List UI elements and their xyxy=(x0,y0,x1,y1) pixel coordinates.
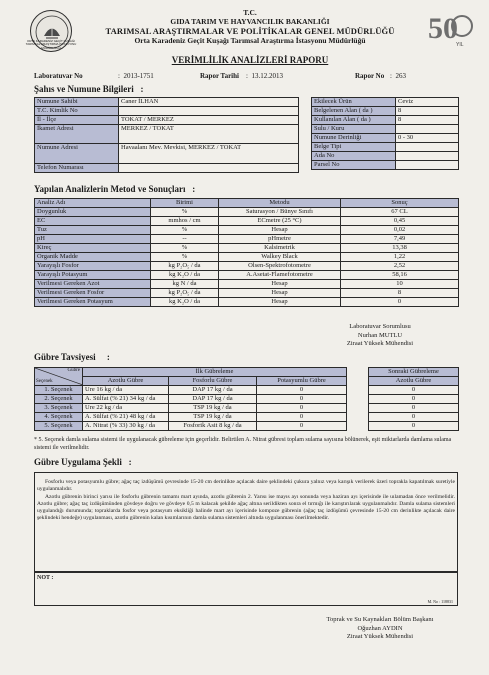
analysis-method: Saturasyon / Bünye Sınıfı xyxy=(219,208,341,217)
field-label: İl - İlçe xyxy=(35,116,119,125)
field-label: İkamet Adresi xyxy=(35,125,119,144)
nitrogen-fertilizer: Ure 16 kg / da xyxy=(83,386,169,395)
analysis-method: Hesap xyxy=(219,280,341,289)
analysis-method: Hesap xyxy=(219,289,341,298)
field-label: Parsel No xyxy=(312,161,396,170)
analysis-method: Walkey Black xyxy=(219,253,341,262)
table-row xyxy=(35,125,299,144)
signature-role: Toprak ve Su Kaynakları Bölüm Başkanı xyxy=(326,616,434,623)
field-value xyxy=(396,152,459,161)
spacer-cell xyxy=(347,422,369,431)
table-row xyxy=(35,262,459,271)
nitrogen-fertilizer: A. Sülfat (% 21) 34 kg / da xyxy=(83,395,169,404)
analysis-name: Yarayışlı Potasyum xyxy=(35,271,151,280)
field-value: TOKAT / MERKEZ xyxy=(119,116,299,125)
field-label: T.C. Kimlik No xyxy=(35,107,119,116)
analysis-name: Doygunluk xyxy=(35,208,151,217)
table-row xyxy=(35,253,459,262)
analysis-unit: % xyxy=(151,253,219,262)
application-paragraph-2: Azotlu gübrenin birinci yarısı ile fosforlu gübrenin tamamı mart ayında, azotlu gübrenin 2. Yarısı ise mayıs ayı sonunda veya haziran ayı içerisinde ile uılamadan önce verilmelidir. Azotlu gübre; ağaç taç izdüşümünden gövdeye doğru ve gövdeye 0,5 m kalacak şekilde ağaç altına serildikten sonra el tırmığı ile karıştırılarak uygulanmalıdır. Damla sulama sistemleri uygulandığı durumunda; topraklarda fosfor veya potasyum eksikliği halinde mart ayı içerisinde kompoze gübrenin (ağaç taç izdüşümü çevresinde 15-20 cm derinlikte açılacak daire şeklindeki hendeğe) uygulanması, azotlu gübrenin kalan kısımlarının damla sulama sistemleri altında uygulanması önerilmektedir. xyxy=(37,493,455,522)
personal-info-table xyxy=(34,97,299,173)
spacer-cell xyxy=(347,368,369,377)
analysis-result: 7,49 xyxy=(341,235,459,244)
spacer-cell xyxy=(347,386,369,395)
spacer-cell xyxy=(347,377,369,386)
logo-caption: ORTA KARADENİZ GEÇİT KUŞAĞI TARIMSAL ARAŞTIRMA İSTASYONU MÜDÜRLÜĞÜ xyxy=(25,39,77,50)
field-value: Caner İLHAN xyxy=(119,98,299,107)
lab-no-label: Laboratuvar No xyxy=(34,72,83,80)
crop-info-table xyxy=(311,97,459,170)
analysis-method: Kalsimetrik xyxy=(219,244,341,253)
phosphorus-fertilizer: DAP 17 kg / da xyxy=(169,395,257,404)
nitrogen-fertilizer: A. Nitrat (% 33) 30 kg / da xyxy=(83,422,169,431)
option-label: 4. Seçenek xyxy=(35,413,83,422)
table-row xyxy=(35,280,459,289)
application-section-title: Gübre Uygulama Şekli : xyxy=(34,457,132,467)
analysis-method: pHmetre xyxy=(219,235,341,244)
field-value: Havaalanı Mev. Mevkisi, MERKEZ / TOKAT xyxy=(119,144,299,164)
analysis-unit: -- xyxy=(151,235,219,244)
analysis-unit: mmhos / cm xyxy=(151,217,219,226)
report-no-text: 263 xyxy=(395,72,406,80)
potassium-fertilizer: 0 xyxy=(257,395,347,404)
personal-title-text: Şahıs ve Numune Bilgileri xyxy=(34,84,134,94)
analysis-result: 13,38 xyxy=(341,244,459,253)
report-date-value: : 13.12.2013 xyxy=(246,72,283,80)
signature-name: Nurhan MUTLU xyxy=(357,331,403,339)
table-row xyxy=(35,107,299,116)
analysis-method: Hesap xyxy=(219,226,341,235)
lab-no-text: 2013-1751 xyxy=(123,72,154,80)
analysis-result: 0,02 xyxy=(341,226,459,235)
analysis-unit: kg K₂O / da xyxy=(151,271,219,280)
corner-cell xyxy=(35,368,83,386)
option-label: 1. Seçenek xyxy=(35,386,83,395)
table-row xyxy=(35,271,459,280)
field-value: 8 xyxy=(396,116,459,125)
fertilizer-section-title: Gübre Tavsiyesi : xyxy=(34,352,110,362)
analysis-result: 58,16 xyxy=(341,271,459,280)
analysis-method: A.Asetat-Flamefotometre xyxy=(219,271,341,280)
column-header: Metodu xyxy=(219,199,341,208)
analysis-name: Kireç xyxy=(35,244,151,253)
table-row xyxy=(35,235,459,244)
spacer-cell xyxy=(347,413,369,422)
signature-name: Oğuzhan AYDIN xyxy=(357,624,403,632)
table-row xyxy=(35,98,299,107)
analysis-result: 8 xyxy=(341,289,459,298)
phosphorus-fertilizer: Fosforik Asit 8 kg / da xyxy=(169,422,257,431)
column-header: Analiz Adı xyxy=(35,199,151,208)
later-nitrogen-fertilizer: 0 xyxy=(369,386,459,395)
header-line-2: GIDA TARIM VE HAYVANCILIK BAKANLIĞI xyxy=(170,17,330,26)
fertilizer-note: * 5. Seçenek damla sulama sistemi ile uygulanacak gübreleme için geçerlidir. Belirtilen A. Nitrat gübresi toplam sulama sayısına bölünerek, eşit miktarlarda damlama sulama sistemi ile verilmelidir. xyxy=(34,437,452,451)
analysis-unit: kg P₂O₅ / da xyxy=(151,262,219,271)
application-title-text: Gübre Uygulama Şekli xyxy=(34,457,122,467)
lab-signature xyxy=(320,323,440,349)
analysis-unit: kg P₂O₅ / da xyxy=(151,289,219,298)
analysis-method: Hesap xyxy=(219,298,341,307)
field-value xyxy=(396,125,459,134)
field-value: 8 xyxy=(396,107,459,116)
anniversary-sub: YIL xyxy=(456,42,464,48)
table-row xyxy=(35,395,459,404)
analysis-title-text: Yapılan Analizlerin Metod ve Sonuçları xyxy=(34,184,186,194)
table-row xyxy=(35,289,459,298)
table-row xyxy=(35,217,459,226)
table-row xyxy=(35,226,459,235)
analysis-name: Yarayışlı Fosfor xyxy=(35,262,151,271)
potassium-fertilizer: 0 xyxy=(257,413,347,422)
table-row xyxy=(312,98,459,107)
personal-section-title: Şahıs ve Numune Bilgileri : xyxy=(34,84,144,94)
table-row xyxy=(312,152,459,161)
analysis-section-title: Yapılan Analizlerin Metod ve Sonuçları : xyxy=(34,184,196,194)
table-row xyxy=(312,134,459,143)
table-row xyxy=(35,386,459,395)
field-value xyxy=(396,143,459,152)
anniversary-logo xyxy=(418,6,478,50)
table-row xyxy=(312,143,459,152)
analysis-result: 1,22 xyxy=(341,253,459,262)
field-label: Ada No xyxy=(312,152,396,161)
lab-no-value: : 2013-1751 xyxy=(118,72,154,80)
table-row xyxy=(35,298,459,307)
analysis-method: Olsen-Spektrofotometre xyxy=(219,262,341,271)
field-value: MERKEZ / TOKAT xyxy=(119,125,299,144)
field-label: Belgelenen Alan ( da ) xyxy=(312,107,396,116)
report-title: VERİMLİLİK ANALİZLERİ RAPORU xyxy=(171,55,329,65)
column-header: Azotlu Gübre xyxy=(83,377,169,386)
potassium-fertilizer: 0 xyxy=(257,404,347,413)
table-row xyxy=(312,125,459,134)
table-row xyxy=(312,161,459,170)
analysis-unit: % xyxy=(151,208,219,217)
fertilizer-rows xyxy=(35,386,459,431)
analysis-result: 67 CL xyxy=(341,208,459,217)
analysis-unit: % xyxy=(151,244,219,253)
signature-title: Ziraat Yüksek Mühendisi xyxy=(346,633,414,640)
table-header-row xyxy=(35,377,459,386)
column-header: Fosforlu Gübre xyxy=(169,377,257,386)
analysis-result: 2,52 xyxy=(341,262,459,271)
analysis-name: Verilmesi Gereken Potasyum xyxy=(35,298,151,307)
spacer-cell xyxy=(347,404,369,413)
field-label: Numune Derinliği xyxy=(312,134,396,143)
field-value xyxy=(396,161,459,170)
column-header: Birimi xyxy=(151,199,219,208)
analysis-name: Verilmesi Gereken Fosfor xyxy=(35,289,151,298)
table-header-row xyxy=(35,199,459,208)
group-header: İlk Gübreleme xyxy=(83,368,347,377)
analysis-name: EC xyxy=(35,217,151,226)
table-row xyxy=(35,413,459,422)
report-no-label: Rapor No xyxy=(355,72,385,80)
later-nitrogen-fertilizer: 0 xyxy=(369,413,459,422)
analysis-result: 0 xyxy=(341,298,459,307)
analysis-rows xyxy=(35,208,459,307)
field-value xyxy=(119,107,299,116)
header-line-4: Orta Karadeniz Geçit Kuşağı Tarımsal Araştırma İstasyonu Müdürlüğü xyxy=(134,36,366,45)
table-row xyxy=(35,244,459,253)
field-label: Belge Tipi xyxy=(312,143,396,152)
phosphorus-fertilizer: TSP 19 kg / da xyxy=(169,413,257,422)
field-value xyxy=(119,164,299,173)
column-header: Sonuç xyxy=(341,199,459,208)
header-line-1: T.C. xyxy=(243,8,257,17)
footer-signature xyxy=(300,616,460,642)
analysis-table xyxy=(34,198,459,307)
report-date-label: Rapor Tarihi xyxy=(200,72,239,80)
analysis-name: Verilmesi Gereken Azot xyxy=(35,280,151,289)
table-row xyxy=(35,116,299,125)
fertilizer-title-text: Gübre Tavsiyesi xyxy=(34,352,96,362)
analysis-unit: kg K₂O / da xyxy=(151,298,219,307)
analysis-unit: kg N / da xyxy=(151,280,219,289)
potassium-fertilizer: 0 xyxy=(257,422,347,431)
option-label: 2. Seçenek xyxy=(35,395,83,404)
option-label: 5. Seçenek xyxy=(35,422,83,431)
analysis-method: ECmetre (25 °C) xyxy=(219,217,341,226)
analysis-result: 10 xyxy=(341,280,459,289)
report-date-text: 13.12.2013 xyxy=(251,72,283,80)
later-nitrogen-fertilizer: 0 xyxy=(369,422,459,431)
option-label: 3. Seçenek xyxy=(35,404,83,413)
phosphorus-fertilizer: TSP 19 kg / da xyxy=(169,404,257,413)
later-nitrogen-fertilizer: 0 xyxy=(369,404,459,413)
corner-bottom-label: Seçenek xyxy=(36,379,53,384)
application-box xyxy=(34,472,458,572)
table-row xyxy=(35,422,459,431)
note-label: NOT : xyxy=(37,575,54,581)
analysis-result: 0,45 xyxy=(341,217,459,226)
analysis-name: pH xyxy=(35,235,151,244)
application-paragraph-1: Fosforlu veya potasyumlu gübre; ağaç taç izdüşümü çevresinde 15-20 cm derinlikte açılacak daire şeklindeki çukura yalnız veya karışık verilerek üzeri toprakla kapatılmak suretiyle uygulanmalıdır. xyxy=(37,479,455,493)
anniversary-number: 50 xyxy=(428,12,458,45)
report-no-value: : 263 xyxy=(390,72,406,80)
table-row xyxy=(35,144,299,164)
table-row xyxy=(312,107,459,116)
phosphorus-fertilizer: DAP 17 kg / da xyxy=(169,386,257,395)
column-header: Azotlu Gübre xyxy=(369,377,459,386)
analysis-name: Organik Madde xyxy=(35,253,151,262)
fertilizer-table xyxy=(34,367,459,431)
field-label: Ekilecek Ürün xyxy=(312,98,396,107)
field-value: 0 - 30 xyxy=(396,134,459,143)
reference-number: M. No : 118831 xyxy=(427,599,453,604)
analysis-name: Tuz xyxy=(35,226,151,235)
field-value: Ceviz xyxy=(396,98,459,107)
nitrogen-fertilizer: Ure 22 kg / da xyxy=(83,404,169,413)
field-label: Kullanılan Alan ( da ) xyxy=(312,116,396,125)
later-nitrogen-fertilizer: 0 xyxy=(369,395,459,404)
group-header: Sonraki Gübreleme xyxy=(369,368,459,377)
note-box xyxy=(34,572,458,606)
table-row xyxy=(312,116,459,125)
field-label: Telefon Numarası xyxy=(35,164,119,173)
field-label: Sulu / Kuru xyxy=(312,125,396,134)
field-label: Numune Adresi xyxy=(35,144,119,164)
header-line-3: TARIMSAL ARAŞTIRMALAR VE POLİTİKALAR GENEL MÜDÜRLÜĞÜ xyxy=(105,26,395,36)
potassium-fertilizer: 0 xyxy=(257,386,347,395)
analysis-unit: % xyxy=(151,226,219,235)
nitrogen-fertilizer: A. Sülfat (% 21) 48 kg / da xyxy=(83,413,169,422)
table-row xyxy=(35,208,459,217)
table-row xyxy=(35,164,299,173)
signature-title: Ziraat Yüksek Mühendisi xyxy=(346,340,414,347)
signature-role: Laboratuvar Sorumlusu xyxy=(349,323,411,330)
table-header-row xyxy=(35,368,459,377)
corner-top-label: Gübre xyxy=(67,368,80,373)
column-header: Potasyumlu Gübre xyxy=(257,377,347,386)
spacer-cell xyxy=(347,395,369,404)
field-label: Numune Sahibi xyxy=(35,98,119,107)
table-row xyxy=(35,404,459,413)
